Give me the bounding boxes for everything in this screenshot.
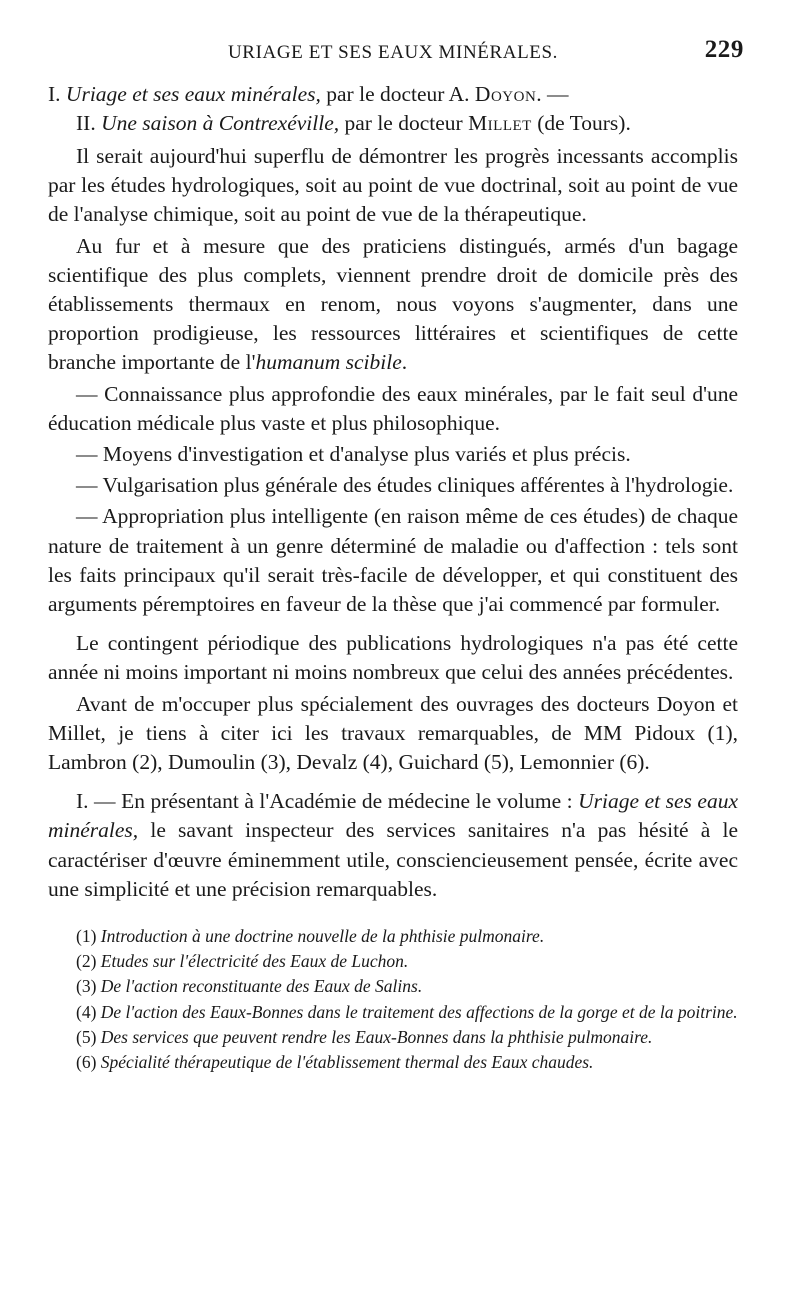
review-headings — [48, 80, 738, 138]
paragraph-4: — Moyens d'investigation et d'analyse plus variés et plus précis. — [76, 442, 631, 467]
heading-1-title: Uriage et ses eaux minérales, — [65, 82, 321, 106]
footnote — [48, 1000, 738, 1024]
paragraph-2-latin: humanum scibile — [255, 350, 402, 375]
footnote — [48, 924, 738, 948]
heading-2-tail: (de Tours). — [537, 111, 631, 135]
footnote — [48, 949, 738, 973]
footnote-number: (5) — [76, 1026, 97, 1047]
footnote — [48, 1050, 738, 1074]
paragraph-9 — [48, 787, 738, 904]
page-number: 229 — [704, 36, 744, 63]
footnotes — [48, 924, 738, 1074]
footnote-text: Des services que peuvent rendre les Eaux-Bonnes dans la phthisie pulmonaire. — [100, 1026, 653, 1047]
footnote-text: De l'action reconstituante des Eaux de Salins. — [100, 976, 423, 997]
book-page — [48, 30, 744, 1075]
footnote-number: (2) — [76, 951, 97, 972]
footnote-number: (3) — [76, 976, 97, 997]
heading-1-by: par le docteur A. — [326, 82, 470, 106]
running-head — [48, 30, 744, 70]
footnote-text: Etudes sur l'électricité des Eaux de Luchon. — [100, 951, 409, 972]
paragraph-9-start: I. — En présentant à l'Académie de médecine le volume : — [76, 789, 573, 814]
paragraph-8: Avant de m'occuper plus spécialement des ouvrages des docteurs Doyon et Millet, je tiens à citer ici les travaux remarquables, de MM Pidoux (1), Lambron (2), Dumoulin (3), Devalz (4), Guichard (5), Lemonnier (6). — [48, 691, 738, 775]
paragraph-2 — [48, 232, 738, 378]
paragraph-3: — Connaissance plus approfondie des eaux minérales, par le fait seul d'une éducation médicale plus vaste et plus philosophique. — [48, 381, 738, 435]
footnote-number: (1) — [76, 926, 97, 947]
heading-1-number: I. — [48, 82, 61, 106]
footnote-text: De l'action des Eaux-Bonnes dans le traitement des affections de la gorge et de la poitrine. — [100, 1001, 738, 1022]
footnote — [48, 1025, 738, 1049]
paragraph-1: Il serait aujourd'hui superflu de démontrer les progrès incessants accomplis par les études hydrologiques, soit au point de vue doctrinal, soit au point de vue de l'analyse chimique, soit au point de vue de la thérapeutique. — [48, 144, 738, 227]
footnote-number: (6) — [76, 1052, 97, 1073]
heading-2-number: II. — [76, 111, 96, 135]
heading-line-2 — [48, 109, 738, 138]
running-head-title: URIAGE ET SES EAUX MINÉRALES. — [227, 42, 559, 63]
body-text — [48, 142, 738, 904]
heading-1-tail: . — — [536, 82, 569, 106]
footnote-separator — [48, 906, 738, 914]
footnote-text: Spécialité thérapeutique de l'établissement thermal des Eaux chaudes. — [100, 1052, 594, 1073]
paragraph-6: — Appropriation plus intelligente (en raison même de ces études) de chaque nature de traitement à un genre déterminé de maladie ou d'affection : tels sont les faits principaux qu'il serait très-facile de développer, et qui constituent des arguments péremptoires en faveur de la thèse que j'ai commencé par formuler. — [48, 504, 738, 617]
footnote-text: Introduction à une doctrine nouvelle de la phthisie pulmonaire. — [100, 926, 545, 947]
paragraph-9-end: le savant inspecteur des services sanitaires n'a pas hésité à le caractériser d'œuvre éminemment utile, consciencieusement pensée, écrite avec une simplicité et une précision remarquables. — [48, 818, 738, 901]
footnote-number: (4) — [76, 1001, 97, 1022]
footnote — [48, 974, 738, 998]
paragraph-2-end: . — [401, 350, 408, 375]
heading-2-title: Une saison à Contrexéville, — [101, 111, 340, 135]
heading-line-1 — [48, 80, 738, 109]
heading-2-author: Millet — [468, 111, 532, 135]
heading-2-by: par le docteur — [344, 111, 463, 135]
heading-1-author: Doyon — [474, 82, 537, 106]
paragraph-9-title: Uriage et ses eaux minérales, — [48, 789, 738, 843]
paragraph-5: — Vulgarisation plus générale des études cliniques afférentes à l'hydrologie. — [76, 473, 734, 498]
paragraph-7: Le contingent périodique des publications hydrologiques n'a pas été cette année ni moins important ni moins nombreux que celui des années précédentes. — [48, 631, 738, 685]
paragraph-2-text: Au fur et à mesure que des praticiens distingués, armés d'un bagage scientifique des plus complets, viennent prendre droit de domicile près des établissements thermaux en renom, nous voyons s'augmenter, dans une proportion prodigieuse, les ressources littéraires et scientifiques de cette branche importante de l' — [48, 233, 738, 375]
